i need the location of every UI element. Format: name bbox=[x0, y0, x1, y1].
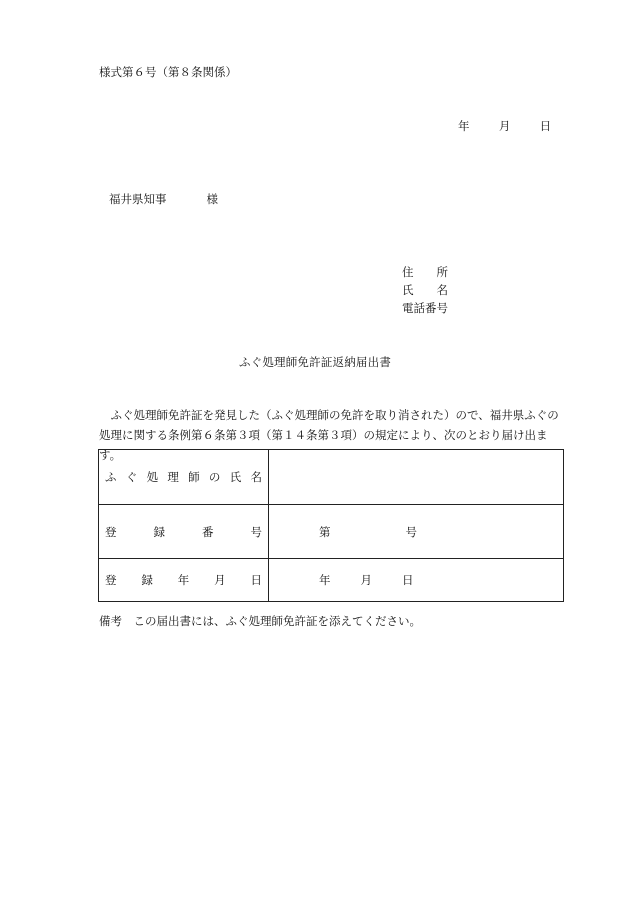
applicant-info bbox=[402, 263, 448, 317]
reg-number-prefix: 第 bbox=[319, 524, 331, 539]
body-line-1: ふぐ処理師免許証を発見した（ふぐ処理師の免許を取り消された）ので、福井県ふぐの bbox=[99, 408, 559, 422]
reg-number-value-cell[interactable] bbox=[269, 505, 564, 559]
form-number: 様式第６号（第８条関係） bbox=[99, 65, 237, 79]
reg-number-label-char: 号 bbox=[250, 524, 262, 539]
body-line-2: 処理に関する条例第６条第３項（第１４条第３項）の規定により、次のとおり届け出ます。 bbox=[99, 428, 548, 462]
addressee-name: 福井県知事 bbox=[109, 192, 167, 206]
date-month-label: 月 bbox=[498, 119, 511, 133]
reg-date-value-cell[interactable] bbox=[269, 559, 564, 602]
date-day-label: 日 bbox=[539, 119, 552, 133]
reg-date-label-char: 登 bbox=[105, 573, 117, 587]
reg-date-month: 月 bbox=[360, 573, 372, 587]
applicant-name-label: 氏 名 bbox=[402, 283, 448, 297]
applicant-phone-label: 電話番号 bbox=[402, 301, 448, 315]
name-label-char: 師 bbox=[188, 470, 200, 484]
reg-number-suffix: 号 bbox=[405, 524, 417, 539]
name-value-cell[interactable] bbox=[269, 450, 564, 505]
submission-date bbox=[458, 118, 551, 134]
applicant-address-label: 住 所 bbox=[402, 265, 448, 279]
reg-date-year: 年 bbox=[319, 573, 331, 587]
reg-date-day: 日 bbox=[402, 573, 414, 587]
reg-number-label-char: 録 bbox=[153, 524, 165, 539]
reg-number-label-char: 登 bbox=[105, 524, 117, 539]
name-label-char: 処 bbox=[146, 470, 159, 484]
reg-number-label-char: 番 bbox=[202, 524, 214, 539]
document-title: ふぐ処理師免許証返納届出書 bbox=[238, 355, 392, 369]
name-label-char: ふ bbox=[105, 470, 117, 484]
name-label-cell bbox=[99, 450, 269, 505]
name-label-char: 理 bbox=[167, 470, 179, 484]
name-label-char: 氏 bbox=[229, 470, 242, 484]
addressee-honorific: 様 bbox=[206, 192, 218, 206]
addressee bbox=[109, 191, 218, 207]
table-row-name bbox=[99, 450, 564, 505]
name-label-char: の bbox=[208, 470, 221, 484]
remarks-note: 備考 この届出書には、ふぐ処理師免許証を添えてください。 bbox=[99, 614, 421, 628]
table-row-reg-number bbox=[99, 505, 564, 559]
reg-date-label-char: 年 bbox=[177, 573, 190, 587]
registration-table bbox=[98, 449, 564, 602]
reg-number-label-cell bbox=[99, 505, 269, 559]
name-label-char: 名 bbox=[250, 470, 262, 484]
reg-date-label-char: 録 bbox=[141, 573, 153, 587]
reg-date-label-char: 月 bbox=[214, 573, 226, 587]
date-year-label: 年 bbox=[458, 119, 470, 133]
reg-date-label-char: 日 bbox=[250, 573, 262, 587]
name-label-char: ぐ bbox=[125, 470, 138, 484]
reg-date-label-cell bbox=[99, 559, 269, 602]
table-row-reg-date bbox=[99, 559, 564, 602]
